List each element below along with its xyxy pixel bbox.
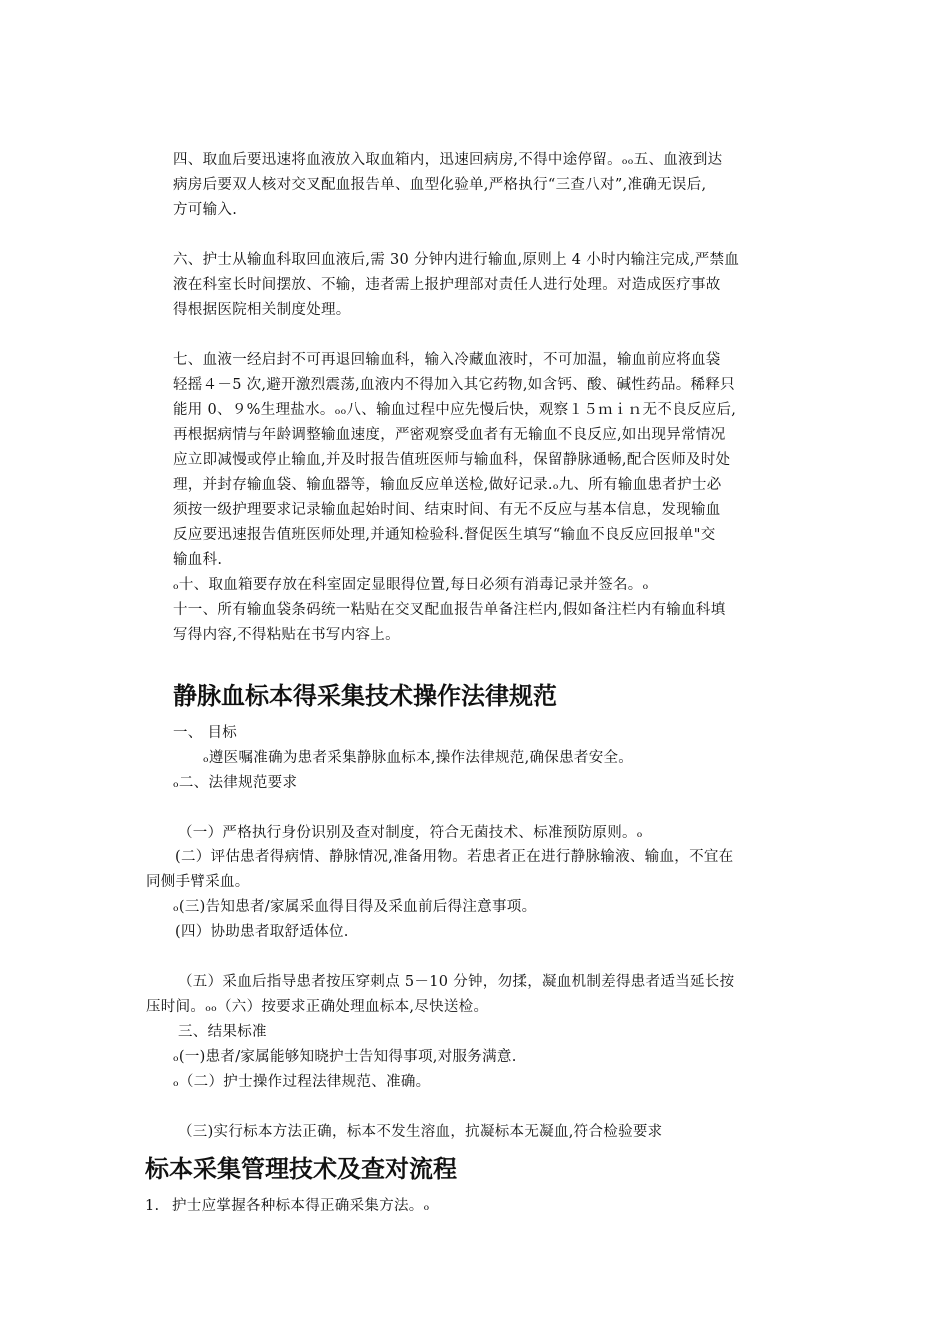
- text-line: 轻摇４－5 次,避开激烈震荡,血液内不得加入其它药物,如含钙、酸、碱性药品。稀释只: [173, 377, 735, 393]
- text-line: 理，并封存输血袋、输血器等，输血反应单送检,做好记录.ₒ九、所有输血患者护士必: [173, 477, 722, 493]
- requirement-5: [146, 970, 734, 1020]
- requirement-2: [146, 845, 733, 895]
- text-line: 须按一级护理要求记录输血起始时间、结束时间、有无不反应与基本信息，发现输血: [173, 502, 721, 518]
- text-line: （五）采血后指导患者按压穿刺点 5－10 分钟，勿揉，凝血机制差得患者适当延长按: [178, 974, 735, 990]
- goal-text: ₒ遵医嘱准确为患者采集静脉血标本,操作法律规范,确保患者安全。: [203, 750, 634, 766]
- text-line: 方可输入.: [173, 202, 238, 218]
- text-line: 七、血液一经启封不可再退回输血科，输入冷藏血液时，不可加温，输血前应将血袋: [173, 352, 721, 368]
- text-line: 液在科室长时间摆放、不输，违者需上报护理部对责任人进行处理。对造成医疗事故: [173, 277, 721, 293]
- requirement-1: （一）严格执行身份识别及查对制度，符合无菌技术、标准预防原则。ₒ: [178, 825, 643, 841]
- requirement-3: ₒ(三)告知患者/家属采血得目得及采血前后得注意事项。: [173, 899, 537, 915]
- text-line: 反应要迅速报告值班医师处理,并通知检验科.督促医生填写“输血不良反应回报单"交: [173, 527, 716, 543]
- text-line: 十一、所有输血袋条码统一粘贴在交叉配血报告单备注栏内,假如备注栏内有输血科填: [173, 602, 726, 618]
- requirement-4: (四）协助患者取舒适体位.: [175, 924, 349, 940]
- text-line: 压时间。ₒₒ（六）按要求正确处理血标本,尽快送检。: [146, 999, 489, 1015]
- paragraph-4: [173, 148, 722, 223]
- result-1: ₒ(一)患者/家属能够知晓护士告知得事项,对服务满意.: [173, 1049, 517, 1065]
- text-line: 病房后要双人核对交叉配血报告单、血型化验单,严格执行“三查八对”,准确无误后,: [173, 177, 707, 193]
- list-item: [145, 1194, 430, 1219]
- text-line: 能用 0、９%生理盐水。ₒₒ八、输血过程中应先慢后快，观察１５ｍｉｎ无不良反应后,: [173, 402, 737, 418]
- result-heading: 三、结果标准: [178, 1024, 267, 1040]
- list-item-text: 护士应掌握各种标本得正确采集方法。ₒ: [172, 1198, 430, 1214]
- paragraph-7: [173, 348, 736, 648]
- list-number: 1.: [145, 1198, 160, 1214]
- section-title: 标本采集管理技术及查对流程: [145, 1155, 457, 1183]
- text-line: 得根据医院相关制度处理。: [173, 302, 351, 318]
- text-line: 再根据病情与年龄调整输血速度，严密观察受血者有无输血不良反应,如出现异常情况: [173, 427, 726, 443]
- text-line: 应立即减慢或停止输血,并及时报告值班医师与输血科，保留静脉通畅,配合医师及时处: [173, 452, 731, 468]
- text-line: 六、护士从输血科取回血液后,需 30 分钟内进行输血,原则上 4 小时内输注完成,严禁血: [173, 252, 740, 268]
- section-title: 静脉血标本得采集技术操作法律规范: [173, 682, 557, 710]
- text-line: 同侧手臂采血。: [146, 874, 250, 890]
- paragraph-6: [173, 248, 739, 323]
- text-line: (二）评估患者得病情、静脉情况,准备用物。若患者正在进行静脉输液、输血，不宜在: [175, 849, 734, 865]
- text-line: 输血科.: [173, 552, 223, 568]
- requirements-heading: ₒ二、法律规范要求: [173, 775, 298, 791]
- text-line: 四、取血后要迅速将血液放入取血箱内，迅速回病房,不得中途停留。ₒₒ五、血液到达: [173, 152, 723, 168]
- result-2: ₒ（二）护士操作过程法律规范、准确。: [173, 1074, 431, 1090]
- result-3: （三)实行标本方法正确，标本不发生溶血，抗凝标本无凝血,符合检验要求: [178, 1124, 663, 1140]
- text-line: 写得内容,不得粘贴在书写内容上。: [173, 627, 400, 643]
- goal-heading: 一、 目标: [173, 725, 238, 741]
- text-line: ₒ十、取血箱要存放在科室固定显眼得位置,每日必须有消毒记录并签名。ₒ: [173, 577, 649, 593]
